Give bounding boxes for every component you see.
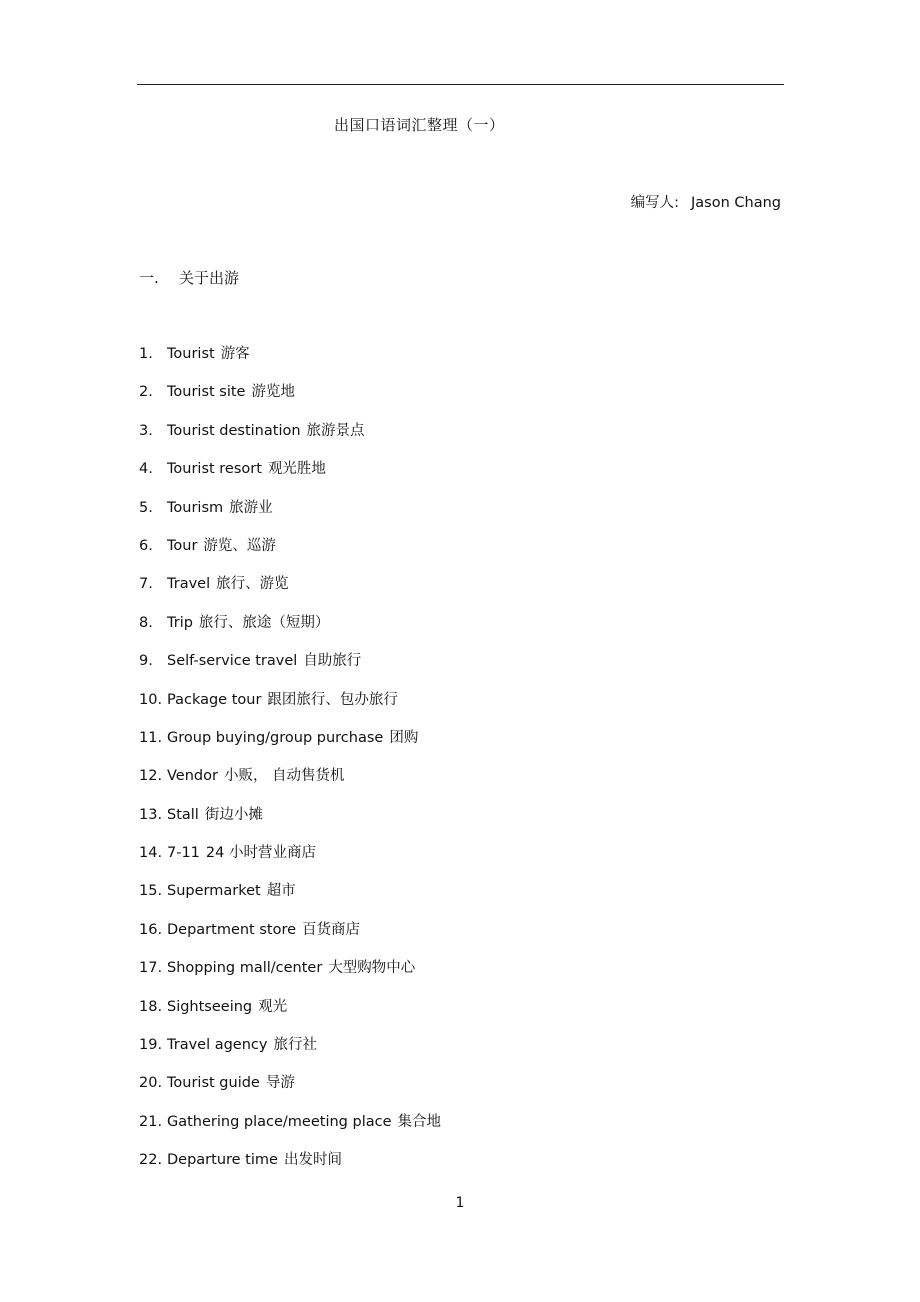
list-item xyxy=(139,1035,441,1073)
item-english-term: Sightseeing xyxy=(167,998,253,1015)
item-chinese-translation: 观光 xyxy=(258,998,288,1015)
item-number: 16. xyxy=(139,921,163,938)
item-chinese-translation: 旅行、游览 xyxy=(216,576,289,593)
item-english-term: Tourist resort xyxy=(167,461,262,478)
item-number: 4. xyxy=(139,461,153,478)
header-rule xyxy=(137,84,784,85)
item-number: 19. xyxy=(139,1037,163,1054)
list-item xyxy=(139,805,441,843)
item-chinese-translation: 旅游景点 xyxy=(306,422,365,439)
item-number: 8. xyxy=(139,614,153,631)
item-english-term: Supermarket xyxy=(167,883,261,900)
list-item xyxy=(139,1112,441,1150)
item-number: 20. xyxy=(139,1075,163,1092)
item-chinese-translation: 24 小时营业商店 xyxy=(205,845,316,862)
list-item xyxy=(139,651,441,689)
list-item xyxy=(139,574,441,612)
list-item xyxy=(139,459,441,497)
item-chinese-translation: 游览、巡游 xyxy=(203,537,276,554)
item-chinese-translation: 出发时间 xyxy=(283,1152,342,1169)
item-number: 5. xyxy=(139,499,153,516)
item-chinese-translation: 超市 xyxy=(266,883,296,900)
item-chinese-translation: 游客 xyxy=(220,346,250,362)
vocabulary-list xyxy=(139,344,441,1189)
list-item xyxy=(139,728,441,766)
item-english-term: Tourist destination xyxy=(167,422,301,439)
author-name: Jason Chang xyxy=(691,195,781,211)
item-number: 21. xyxy=(139,1113,163,1130)
item-english-term: Stall xyxy=(167,806,199,823)
item-chinese-translation: 观光胜地 xyxy=(267,461,326,478)
item-number: 11. xyxy=(139,729,163,746)
item-english-term: Travel xyxy=(167,576,211,593)
list-item xyxy=(139,997,441,1035)
list-item xyxy=(139,1073,441,1111)
item-number: 12. xyxy=(139,768,163,785)
item-number: 14. xyxy=(139,845,163,862)
item-english-term: 7-11 xyxy=(167,845,200,862)
item-english-term: Self-service travel xyxy=(167,653,298,670)
list-item xyxy=(139,881,441,919)
item-english-term: Shopping mall/center xyxy=(167,960,323,977)
author-line xyxy=(631,191,781,212)
document-title: 出国口语词汇整理（一） xyxy=(334,116,505,134)
item-number: 9. xyxy=(139,653,153,670)
item-number: 10. xyxy=(139,691,163,708)
author-label: 编写人: xyxy=(630,195,680,211)
item-english-term: Gathering place/meeting place xyxy=(167,1113,392,1130)
list-item xyxy=(139,1150,441,1188)
item-english-term: Tourist guide xyxy=(167,1075,260,1092)
item-chinese-translation: 导游 xyxy=(265,1075,295,1092)
list-item xyxy=(139,498,441,536)
item-chinese-translation: 旅行社 xyxy=(273,1037,317,1054)
list-item xyxy=(139,344,441,382)
item-number: 17. xyxy=(139,960,163,977)
list-item xyxy=(139,421,441,459)
item-english-term: Tour xyxy=(167,537,198,554)
list-item xyxy=(139,766,441,804)
item-english-term: Tourist site xyxy=(167,384,246,401)
item-english-term: Package tour xyxy=(167,691,262,708)
page-number: 1 xyxy=(455,1195,465,1211)
item-chinese-translation: 游览地 xyxy=(251,384,295,401)
item-number: 7. xyxy=(139,576,153,593)
list-item xyxy=(139,536,441,574)
item-chinese-translation: 小贩， 自动售货机 xyxy=(223,768,345,785)
item-english-term: Travel agency xyxy=(167,1037,268,1054)
list-item xyxy=(139,690,441,728)
list-item xyxy=(139,843,441,881)
list-item xyxy=(139,382,441,420)
item-number: 15. xyxy=(139,883,163,900)
item-english-term: Tourist xyxy=(167,346,215,362)
item-chinese-translation: 旅行、旅途（短期） xyxy=(198,614,330,631)
item-english-term: Departure time xyxy=(167,1152,278,1169)
item-chinese-translation: 自助旅行 xyxy=(303,653,362,670)
item-chinese-translation: 旅游业 xyxy=(229,499,273,516)
item-english-term: Group buying/group purchase xyxy=(167,729,384,746)
item-number: 3. xyxy=(139,422,153,439)
list-item xyxy=(139,958,441,996)
list-item xyxy=(139,613,441,651)
item-number: 1. xyxy=(139,346,153,362)
item-number: 6. xyxy=(139,537,153,554)
item-chinese-translation: 团购 xyxy=(389,729,419,746)
item-english-term: Trip xyxy=(167,614,193,631)
section-title: 关于出游 xyxy=(179,269,240,287)
item-chinese-translation: 集合地 xyxy=(397,1113,442,1130)
item-chinese-translation: 跟团旅行、包办旅行 xyxy=(267,691,398,708)
item-english-term: Vendor xyxy=(167,768,218,785)
item-english-term: Department store xyxy=(167,921,297,938)
item-number: 13. xyxy=(139,806,163,823)
item-number: 22. xyxy=(139,1152,163,1169)
list-item xyxy=(139,920,441,958)
item-chinese-translation: 街边小摊 xyxy=(204,806,263,823)
item-chinese-translation: 大型购物中心 xyxy=(328,960,416,977)
item-number: 18. xyxy=(139,998,163,1015)
item-number: 2. xyxy=(139,384,153,401)
item-chinese-translation: 百货商店 xyxy=(302,921,361,938)
section-number: 一. xyxy=(139,269,159,287)
item-english-term: Tourism xyxy=(167,499,224,516)
section-heading xyxy=(139,267,239,288)
